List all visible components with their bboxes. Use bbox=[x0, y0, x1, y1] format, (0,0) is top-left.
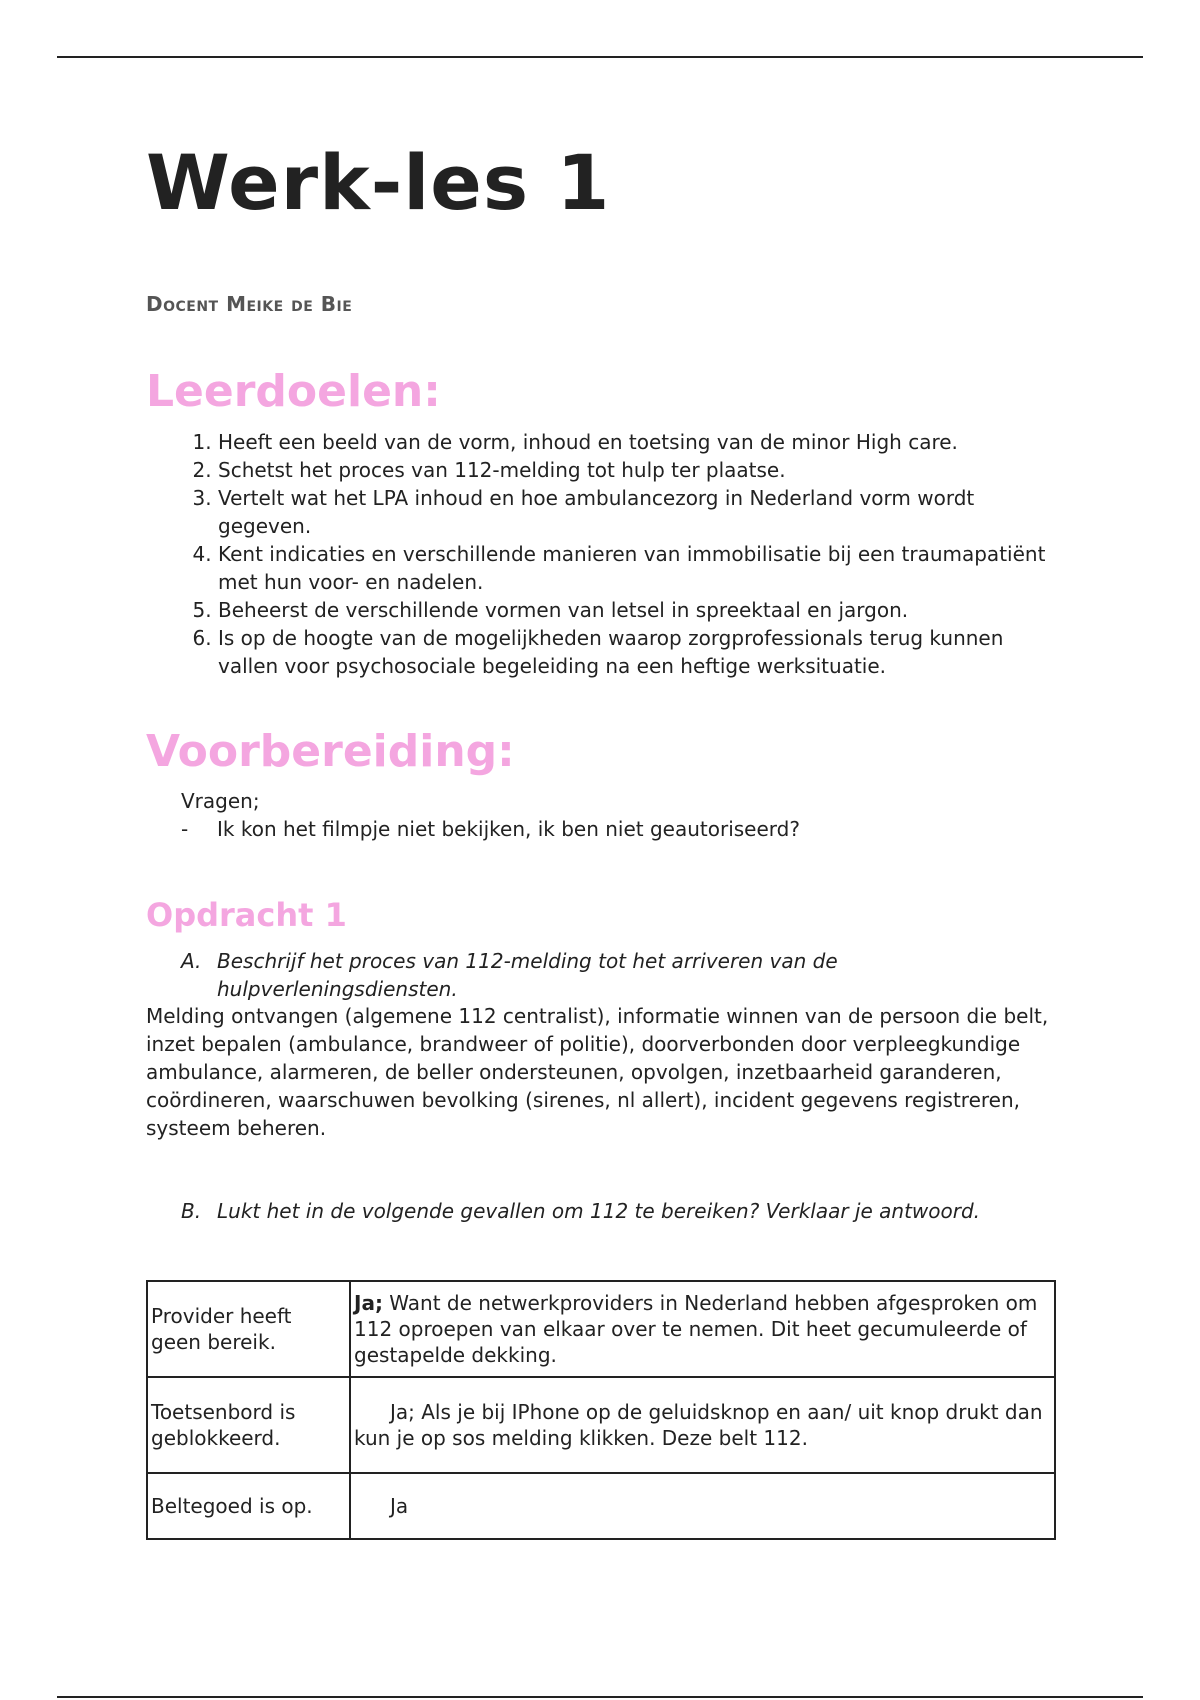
question-b bbox=[181, 1197, 1061, 1225]
answer-a: Melding ontvangen (algemene 112 centralist), informatie winnen van de persoon die belt, inzet bepalen (ambulance, brandweer of politie), doorverbonden door verpleegkundige ambulance, alarmeren, de beller ondersteunen, opvolgen, inzetbaarheid garanderen, coördineren, waarschuwen bevolking (sirenes, nl allert), incident gegevens registreren, systeem beheren. bbox=[146, 1004, 1049, 1140]
case-cell: Beltegoed is op. bbox=[147, 1473, 350, 1539]
answer-text: Ja; Als je bij IPhone op de geluidsknop en aan/ uit knop drukt dan kun je op sos melding klikken. Deze belt 112. bbox=[354, 1400, 1043, 1450]
leerdoel-item: 6. Is op de hoogte van de mogelijkheden waarop zorgprofessionals terug kunnen vallen voor psychosociale begeleiding na een heftige werksituatie. bbox=[218, 624, 1068, 680]
case-cell: Toetsenbord is geblokkeerd. bbox=[147, 1377, 350, 1473]
leerdoelen-list bbox=[146, 428, 1068, 680]
top-rule bbox=[57, 56, 1143, 58]
question-a bbox=[181, 947, 1061, 1003]
question-b-label: B. bbox=[181, 1199, 202, 1223]
case-cell: Provider heeft geen bereik. bbox=[147, 1281, 350, 1377]
voorbereiding-question-text: Ik kon het filmpje niet bekijken, ik ben niet geautoriseerd? bbox=[217, 817, 800, 841]
leerdoelen-heading: Leerdoelen: bbox=[146, 366, 441, 417]
cases-table bbox=[146, 1280, 1056, 1540]
table-row bbox=[147, 1377, 1055, 1473]
voorbereiding-heading: Voorbereiding: bbox=[146, 726, 515, 777]
document-title: Werk-les 1 bbox=[146, 138, 611, 227]
question-a-text: Beschrijf het proces van 112-melding tot het arriveren van de hulpverleningsdiensten. bbox=[217, 949, 838, 1001]
voorbereiding-block bbox=[181, 787, 1061, 843]
voorbereiding-intro: Vragen; bbox=[181, 789, 260, 813]
voorbereiding-question bbox=[181, 815, 1061, 843]
leerdoel-item: 4. Kent indicaties en verschillende manieren van immobilisatie bij een traumapatiënt met hun voor- en nadelen. bbox=[218, 540, 1068, 596]
answer-text: Want de netwerkproviders in Nederland hebben afgesproken om 112 oproepen van elkaar over te nemen. Dit heet gecumuleerde of gestapelde dekking. bbox=[354, 1291, 1038, 1367]
answer-cell bbox=[350, 1473, 1055, 1539]
leerdoel-item: 5. Beheerst de verschillende vormen van letsel in spreektaal en jargon. bbox=[218, 596, 1068, 624]
answer-bold: Ja; bbox=[354, 1291, 383, 1315]
answer-cell bbox=[350, 1281, 1055, 1377]
dash-bullet: - bbox=[181, 817, 189, 841]
question-a-label: A. bbox=[181, 949, 202, 973]
opdracht-heading: Opdracht 1 bbox=[146, 896, 347, 934]
document-author: Docent Meike de Bie bbox=[146, 292, 353, 316]
question-b-text: Lukt het in de volgende gevallen om 112 te bereiken? Verklaar je antwoord. bbox=[217, 1199, 981, 1223]
bottom-rule bbox=[57, 1696, 1143, 1698]
answer-text: Ja bbox=[390, 1494, 409, 1518]
table-row bbox=[147, 1281, 1055, 1377]
answer-cell bbox=[350, 1377, 1055, 1473]
table-row bbox=[147, 1473, 1055, 1539]
leerdoel-item: 2. Schetst het proces van 112-melding tot hulp ter plaatse. bbox=[218, 456, 1068, 484]
leerdoel-item: 3. Vertelt wat het LPA inhoud en hoe ambulancezorg in Nederland vorm wordt gegeven. bbox=[218, 484, 1068, 540]
leerdoel-item: 1. Heeft een beeld van de vorm, inhoud en toetsing van de minor High care. bbox=[218, 428, 1068, 456]
